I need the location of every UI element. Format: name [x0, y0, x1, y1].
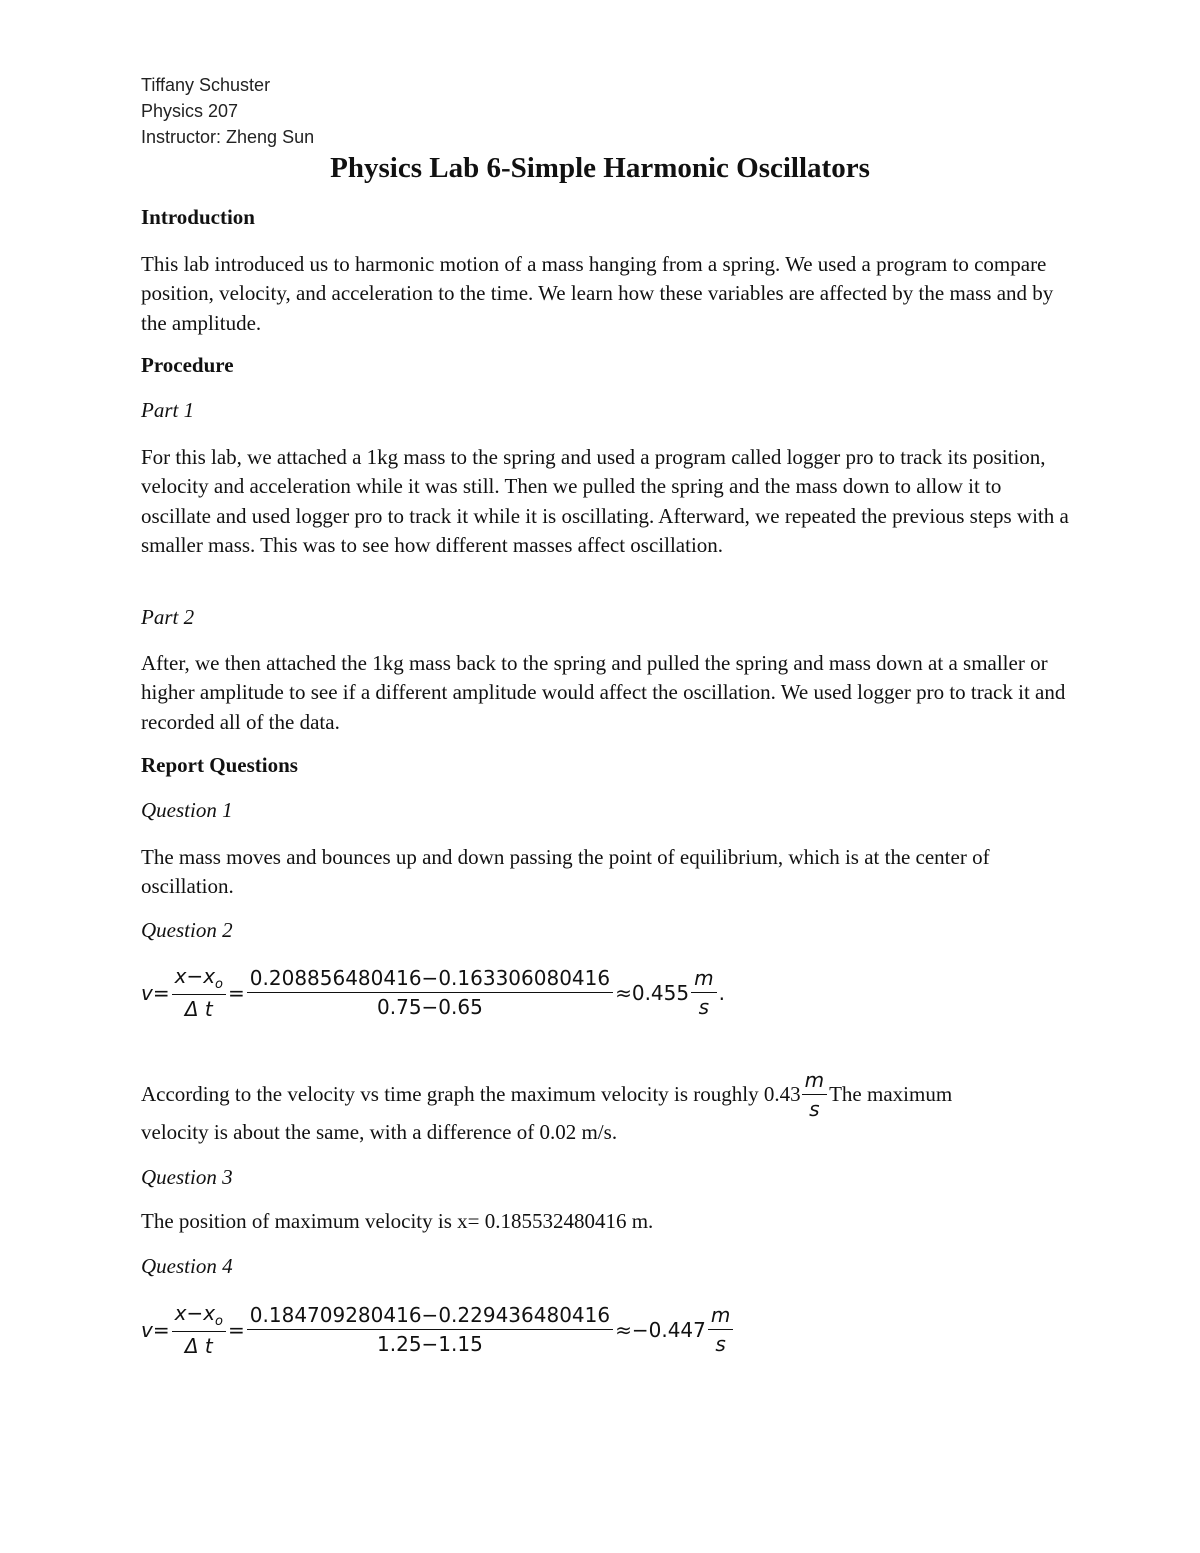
- velocity-equation-2: [141, 1301, 735, 1358]
- procedure-heading: Procedure: [141, 353, 234, 377]
- unit-fraction: $\frac{m}{s}$: [708, 1303, 733, 1356]
- course-name: Physics 207: [141, 101, 239, 121]
- max-velocity-line: According to the velocity vs time graph the maximum velocity is roughly 0.43 $\frac{m}{s}$ The maximum: [141, 1068, 953, 1121]
- part2-label: Part 2: [141, 605, 195, 629]
- question4-label: Question 4: [141, 1254, 233, 1278]
- part1-paragraph: For this lab, we attached a 1kg mass to the spring and used a program called logger pro to track its position, velocity and acceleration while it was still. Then we pulled the spring and the mass down to allow it to oscillate and used logger pro to track it while it is oscillating. Afterward, we repeated the previous steps with a smaller mass. This was to see how different masses affect oscillation.: [141, 445, 1069, 557]
- report-questions-heading: Report Questions: [141, 753, 298, 777]
- equation-lhs: v=: [141, 980, 170, 1005]
- numeric-fraction: $\frac{0.184709280416-0.229436480416}{1.25-1.15}$: [247, 1303, 613, 1356]
- numeric-fraction: $\frac{0.208856480416-0.163306080416}{0.75-0.65}$: [247, 966, 613, 1019]
- approx-result: ≈−0.447: [615, 1317, 706, 1342]
- document-title: Physics Lab 6-Simple Harmonic Oscillators: [330, 152, 870, 184]
- approx-result: ≈0.455: [615, 980, 690, 1005]
- author-name: Tiffany Schuster: [141, 75, 271, 95]
- velocity-equation-1: v= $\frac{x-x_o}{\text{Δ t}}$ = $\frac{0.208856480416-0.163306080416}{0.75-0.65}$ ≈0.455 $\frac{m}{s}$ .: [141, 964, 725, 1021]
- equals-sign: =: [228, 1317, 245, 1342]
- part2-paragraph: After, we then attached the 1kg mass back to the spring and pulled the spring and mass down at a smaller or higher amplitude to see if a different amplitude would affect the oscillation. We used logger pro to track it and recorded all of the data.: [141, 651, 1066, 734]
- question3-label: Question 3: [141, 1165, 233, 1189]
- velocity-unit-fraction: $\frac{m}{s}$: [802, 1068, 827, 1121]
- question3-answer: The position of maximum velocity is x= 0.185532480416 m.: [141, 1209, 654, 1233]
- unit-fraction: $\frac{m}{s}$: [691, 966, 716, 1019]
- displacement-over-time-fraction: $\frac{x-x_o}{\text{Δ t}}$: [172, 1301, 226, 1358]
- displacement-over-time-fraction: $\frac{x-x_o}{\text{Δ t}}$: [172, 964, 226, 1021]
- equals-sign: =: [228, 980, 245, 1005]
- max-velocity-line-2: velocity is about the same, with a difference of 0.02 m/s.: [141, 1120, 618, 1144]
- question2-label: Question 2: [141, 918, 233, 942]
- question1-answer: The mass moves and bounces up and down passing the point of equilibrium, which is at the center of oscillation.: [141, 845, 990, 899]
- equation-lhs: v=: [141, 1317, 170, 1342]
- instructor-name: Instructor: Zheng Sun: [141, 127, 315, 147]
- introduction-heading: Introduction: [141, 205, 255, 229]
- part1-label: Part 1: [141, 398, 195, 422]
- question1-label: Question 1: [141, 798, 233, 822]
- introduction-paragraph: This lab introduced us to harmonic motion of a mass hanging from a spring. We used a program to compare position, velocity, and acceleration to the time. We learn how these variables are affected by the mass and by the amplitude.: [141, 252, 1054, 335]
